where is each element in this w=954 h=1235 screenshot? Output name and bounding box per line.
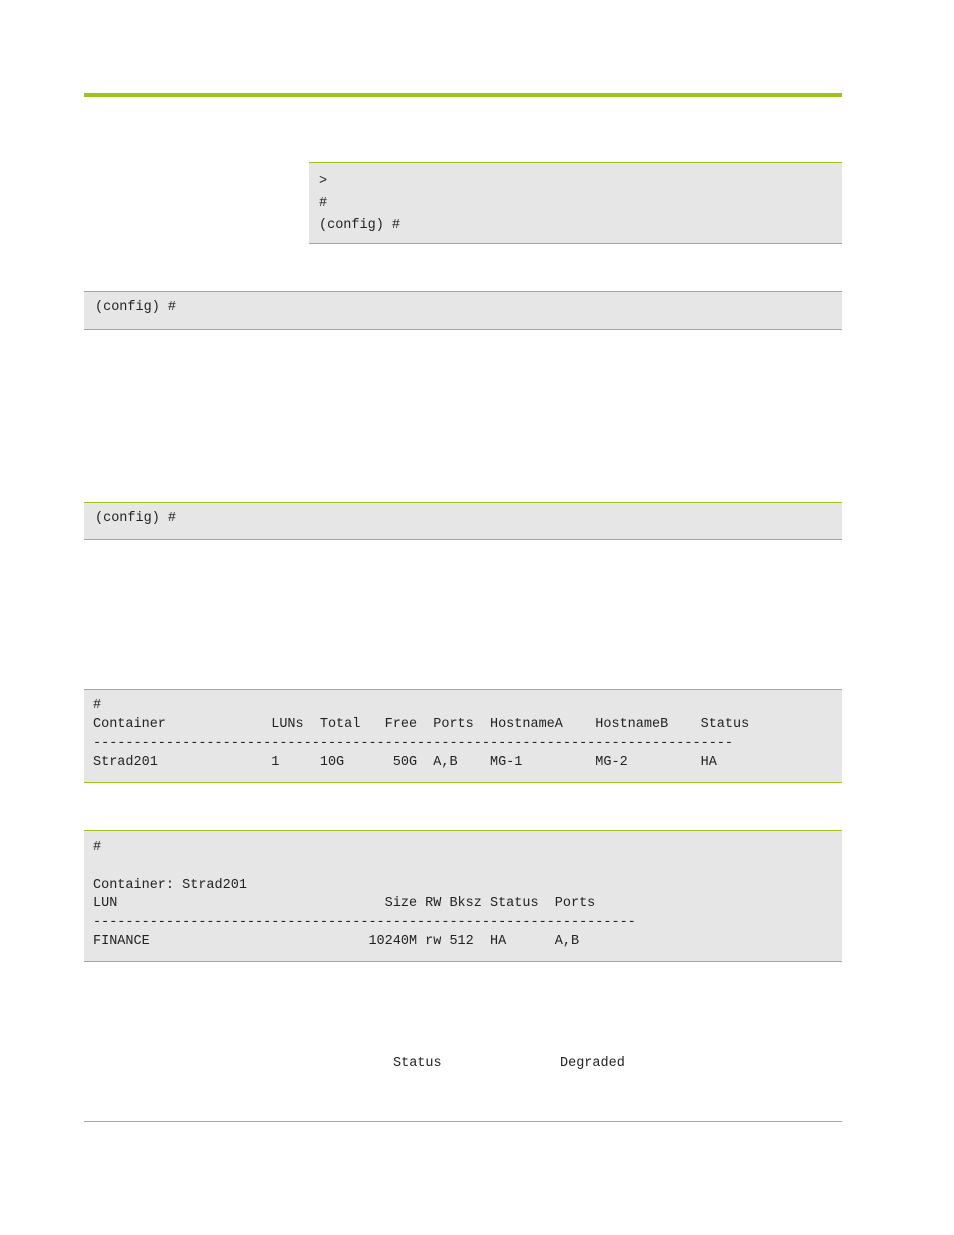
- lun-table-header: LUN Size RW Bksz Status Ports: [93, 896, 596, 912]
- config-command-block-1: [84, 291, 842, 330]
- config-prompt-1: (config) #: [95, 300, 177, 315]
- lun-prompt: #: [93, 840, 102, 855]
- cli-prompt-block: [309, 162, 842, 244]
- prompt-config-line: (config) #: [319, 218, 401, 233]
- container-table-separator: -------------------------------------------------------------------------------: [93, 736, 734, 751]
- prompt-user-line: >: [319, 174, 328, 189]
- container-table-header: Container LUNs Total Free Ports HostnameA HostnameB Status: [93, 717, 750, 732]
- config-command-block-2: [84, 502, 842, 540]
- config-prompt-2: (config) #: [95, 511, 177, 526]
- inline-status-term: Status: [393, 1056, 442, 1071]
- lun-table-row: FINANCE 10240M rw 512 HA A,B: [93, 933, 580, 949]
- lun-listing-block: [84, 830, 842, 962]
- top-accent-rule: [84, 93, 842, 97]
- container-listing-block: [84, 689, 842, 783]
- prompt-enable-line: #: [319, 196, 328, 211]
- inline-degraded-term: Degraded: [560, 1056, 625, 1071]
- container-prompt: #: [93, 698, 102, 713]
- lun-container-label: Container: Strad201: [93, 877, 247, 893]
- bottom-accent-rule: [84, 1121, 842, 1122]
- container-table-row: Strad201 1 10G 50G A,B MG-1 MG-2 HA: [93, 755, 717, 770]
- lun-table-separator: -------------------------------------------------------------------: [93, 915, 636, 931]
